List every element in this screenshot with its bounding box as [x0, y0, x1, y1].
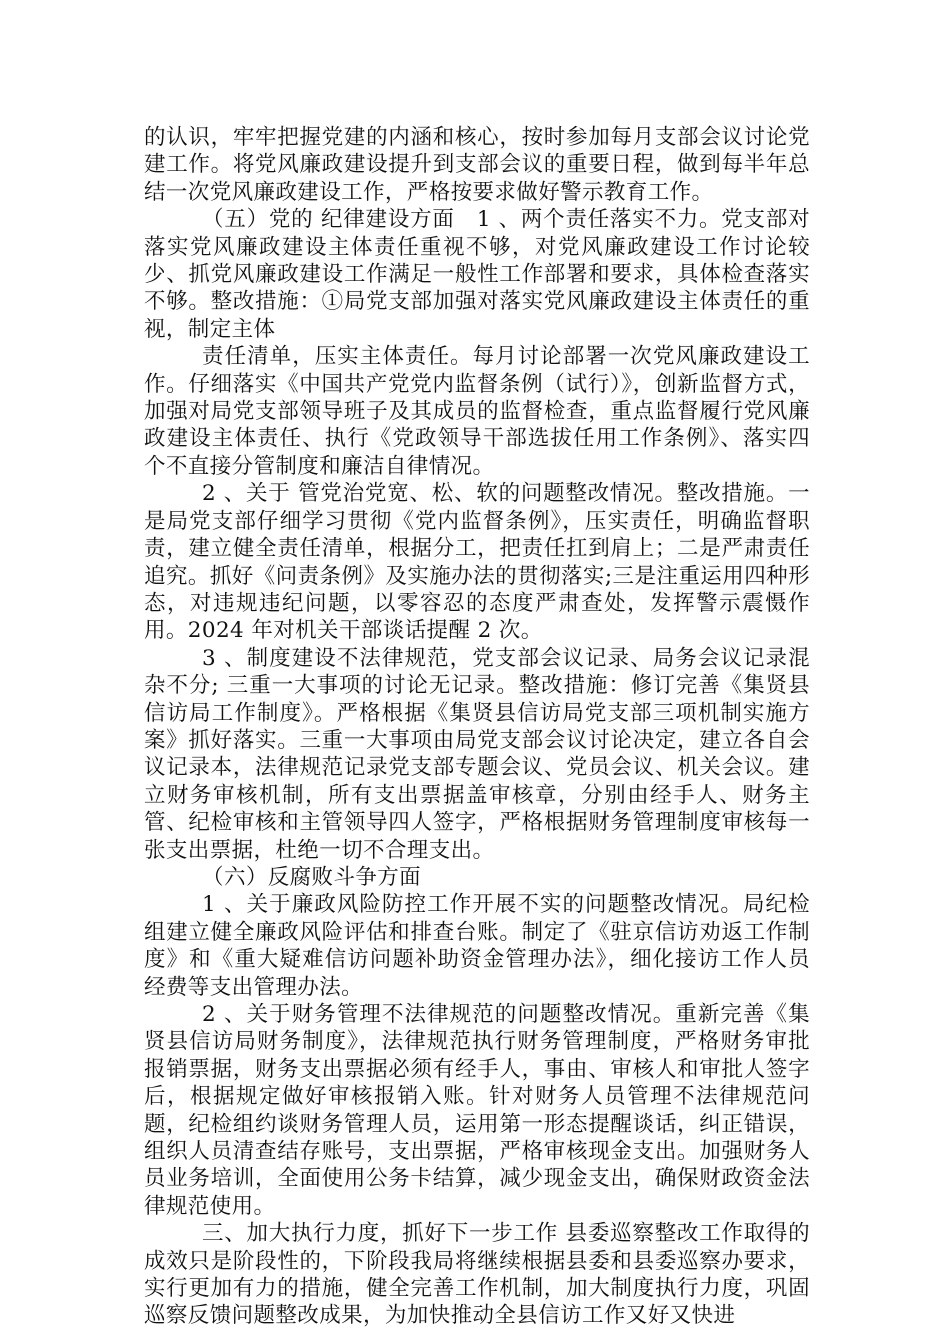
- paragraph-4: 2 、关于 管党治党宽、松、软的问题整改情况。整改措施。一是局党支部仔细学习贯彻《党内监督条例》，压实责任，明确监督职责，建立健全责任清单，根据分工，把责任扛到肩上；二是严肃责任追究。抓好《问责条例》及实施办法的贯彻落实;三是注重运用四种形态，对违规违纪问题，以零容忍的态度严肃查处，发挥警示震慑作用。2024 年对机关干部谈话提醒 2 次。: [144, 481, 810, 644]
- section-heading-6: （六）反腐败斗争方面: [202, 864, 422, 890]
- paragraph-7: 1 、关于廉政风险防控工作开展不实的问题整改情况。局纪检组建立健全廉政风险评估和排查台账。制定了《驻京信访劝返工作制度》和《重大疑难信访问题补助资金管理办法》，细化接访工作人员经费等支出管理办法。: [144, 892, 810, 1000]
- paragraph-2: （五）党的 纪律建设方面 1 、两个责任落实不力。党支部对落实党风廉政建设主体责任重视不够，对党风廉政建设工作讨论较少、抓党风廉政建设工作满足一般性工作部署和要求，具体检查落实不够。整改措施：①局党支部加强对落实党风廉政建设主体责任的重视，制定主体: [144, 207, 810, 342]
- paragraph-3: 责任清单，压实主体责任。每月讨论部署一次党风廉政建设工作。仔细落实《中国共产党党内监督条例（试行）》，创新监督方式，加强对局党支部领导班子及其成员的监督检查，重点监督履行党风廉政建设主体责任、执行《党政领导干部选拔任用工作条例》、落实四个不直接分管制度和廉洁自律情况。: [144, 344, 810, 479]
- document-page: [144, 124, 810, 1330]
- paragraph-9: 三、加大执行力度，抓好下一步工作 县委巡察整改工作取得的成效只是阶段性的，下阶段我局将继续根据县委和县委巡察办要求，实行更加有力的措施，健全完善工作机制，加大制度执行力度，巩固巡察反馈问题整改成果，为加快推动全县信访工作又好又快进: [144, 1221, 810, 1329]
- paragraph-1: 的认识，牢牢把握党建的内涵和核心，按时参加每月支部会议讨论党建工作。将党风廉政建设提升到支部会议的重要日程，做到每半年总结一次党风廉政建设工作，严格按要求做好警示教育工作。: [144, 125, 810, 205]
- paragraph-5: 3 、制度建设不法律规范，党支部会议记录、局务会议记录混杂不分; 三重一大事项的讨论无记录。整改措施：修订完善《集贤县信访局工作制度》。严格根据《集贤县信访局党支部三项机制实施方案》抓好落实。三重一大事项由局党支部会议讨论决定，建立各自会议记录本，法律规范记录党支部专题会议、党员会议、机关会议。建立财务审核机制，所有支出票据盖审核章，分别由经手人、财务主管、纪检审核和主管领导四人签字，严格根据财务管理制度审核每一张支出票据，杜绝一切不合理支出。: [144, 645, 810, 863]
- paragraph-8: 2 、关于财务管理不法律规范的问题整改情况。重新完善《集贤县信访局财务制度》，法律规范执行财务管理制度，严格财务审批报销票据，财务支出票据必须有经手人，事由、审核人和审批人签字后，根据规定做好审核报销入账。针对财务人员管理不法律规范问题，纪检组约谈财务管理人员，运用第一形态提醒谈话，纠正错误，组织人员清查结存账号，支出票据，严格审核现金支出。加强财务人员业务培训，全面使用公务卡结算，减少现金支出，确保财政资金法律规范使用。: [144, 1002, 810, 1219]
